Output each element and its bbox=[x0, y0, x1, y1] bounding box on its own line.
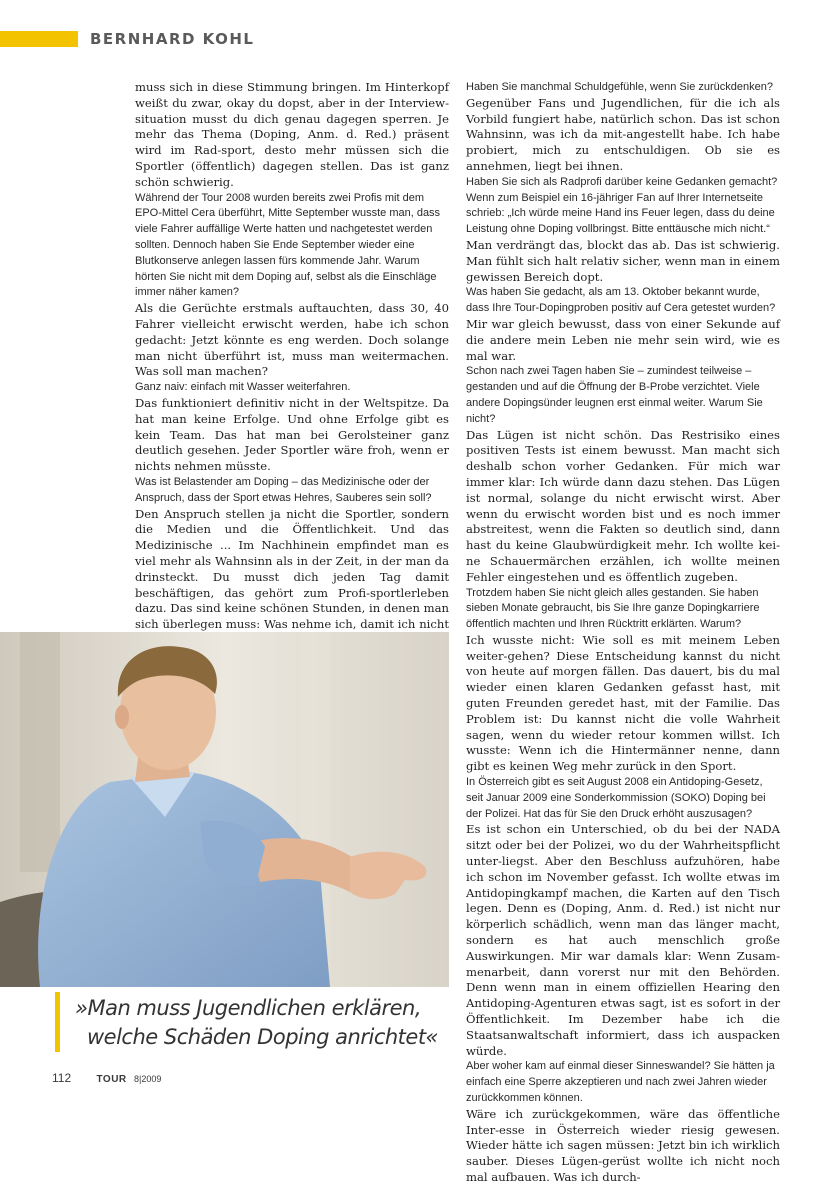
pull-quote-line: welche Schäden Doping anrichtet« bbox=[87, 1025, 439, 1049]
question-paragraph: Trotzdem haben Sie nicht gleich alles gestanden. Sie haben sieben Monate gebraucht, bis Sie Ihre ganze Dopingkarriere öffentlich machten und Ihren Rücktritt erklärten. Warum? bbox=[466, 586, 760, 631]
answer-paragraph: Mir war gleich bewusst, dass von einer Sekunde auf die andere mein Leben nie mehr sein wird, wie es mal war. bbox=[466, 316, 780, 363]
article-subject-name: BERNHARD KOHL bbox=[90, 30, 255, 48]
page-footer bbox=[52, 1071, 161, 1085]
answer-paragraph: Man verdrängt das, blockt das ab. Das ist schwierig. Man fühlt sich halt relativ sicher, wenn man in einem gewissen Bereich dopt. bbox=[466, 237, 780, 284]
question-paragraph: Aber woher kam auf einmal dieser Sinneswandel? Sie hätten ja einfach eine Sperre akzeptieren und nach zwei Jahren wieder zurückkommen können. bbox=[466, 1060, 775, 1104]
answer-paragraph: Den Anspruch stellen ja nicht die Sportler, sondern die Medien und die Öffentlichkeit. Und das Medizinische ... Im Nachhinein empfindet man es viel mehr als Wahnsinn als in der Zeit, in der man da drinsteckt. Du musst dich jeden Tag damit beschäftigen, das gehört zum Profi-sportlerleben dazu. Das sind keine schönen Stunden, in denen man sich überlegen muss: Was nehme ich, damit ich nicht bbox=[135, 506, 449, 632]
question-paragraph: Was ist Belastender am Doping – das Medizinische oder der Anspruch, dass der Sport etwas Hehres, Sauberes sein soll? bbox=[135, 475, 432, 504]
question-paragraph: Haben Sie sich als Radprofi darüber keine Gedanken gemacht? Wenn zum Beispiel ein 16-jähriger Fan auf Ihrer Internetseite schrieb: „Ich würde meine Hand ins Feuer legen, dass du deine Leistung ohne Doping vollbringst. Bitte enttäusche mich nicht.“ bbox=[466, 175, 778, 236]
question-paragraph: In Österreich gibt es seit August 2008 ein Antidoping-Gesetz, seit Januar 2009 eine Sonderkommission (SOKO) Doping bei der Polizei. Hat das für Sie den Druck erhöht auszusagen? bbox=[466, 776, 766, 820]
pull-quote-line: »Man muss Jugendlichen erklären, bbox=[75, 996, 422, 1020]
question-paragraph: Ganz naiv: einfach mit Wasser weiterfahren. bbox=[135, 381, 351, 394]
text-column-right bbox=[466, 80, 780, 1186]
answer-paragraph: Als die Gerüchte erstmals auftauchten, dass 30, 40 Fahrer vielleicht erwischt werden, habe ich schon gedacht: Jetzt könnte es eng werden. Doch solange man nicht überführt ist, muss man weitermachen. Was soll man machen? bbox=[135, 301, 449, 379]
answer-paragraph: muss sich in diese Stimmung bringen. Im Hinterkopf weißt du zwar, okay du dopst, aber in der Interview-situation musst du dich genau dagegen sperren. Je mehr das Thema (Doping, Anm. d. Red.) präsent wird im Rad-sport, desto mehr müssen sich die Sportler (öffentlich) dagegen stellen. Das ist ganz schön schwierig. bbox=[135, 80, 449, 189]
answer-paragraph: Gegenüber Fans und Jugendlichen, für die ich als Vorbild fungiert habe, natürlich schon. Das ist schon Wahnsinn, was ich da mit-angestellt habe. Ich habe probiert, mich zu entschuldigen. Ob sie es annehmen, liegt bei ihnen. bbox=[466, 95, 780, 173]
question-paragraph: Haben Sie manchmal Schuldgefühle, wenn Sie zurückdenken? bbox=[466, 81, 773, 93]
pull-quote bbox=[75, 994, 455, 1052]
page-number: 112 bbox=[52, 1071, 72, 1085]
issue-number: 8|2009 bbox=[133, 1074, 162, 1084]
pullquote-accent-bar bbox=[55, 992, 60, 1052]
answer-paragraph: Das Lügen ist nicht schön. Das Restrisiko eines positiven Tests ist einem bewusst. Man macht sich deshalb schon vorher Gedanken. Für mich war immer klar: Ich würde dann dazu stehen. Das Lügen ist normal, solange du nicht erwischt wirst. Aber wenn du erwischt worden bist und es noch immer abstreitest, wenn die Fakten so deutlich sind, dann hast du keine Glaubwürdigkeit mehr. Ich wollte kei-ne Schauermärchen erzählen, ich wollte meinen Fehler eingestehen und es öffentlich zugeben. bbox=[466, 427, 780, 584]
question-paragraph: Was haben Sie gedacht, als am 13. Oktober bekannt wurde, dass Ihre Tour-Dopingproben positiv auf Cera getestet wurden? bbox=[466, 286, 776, 315]
answer-paragraph: Das funktioniert definitiv nicht in der Weltspitze. Da hat man keine Erfolge. Und ohne Erfolge gibt es kein Team. Das hat man bei Gerolsteiner ganz deutlich gesehen. Jeder Sportler wäre froh, wenn er nichts nehmen müsste. bbox=[135, 395, 449, 474]
interview-photo bbox=[0, 632, 449, 987]
question-paragraph: Während der Tour 2008 wurden bereits zwei Profis mit dem EPO-Mittel Cera überführt, Mitte September wusste man, dass viele Fahrer auffällige Werte hatten und nachgetestet werden sollten. Dennoch haben Sie Ende September wieder eine Blutkonserve anlegen lassen fürs kommende Jahr. Warum hörten Sie nicht mit dem Doping auf, selbst als die Einschläge immer näher kamen? bbox=[135, 191, 441, 299]
header-accent-bar bbox=[0, 31, 78, 47]
magazine-name: TOUR bbox=[96, 1074, 127, 1085]
answer-paragraph: Ich wusste nicht: Wie soll es mit meinem Leben weiter-gehen? Diese Entscheidung kannst du nicht von heute auf morgen fällen. Das dauert, bis du mal wieder einen klaren Gedanken gefasst hast, mit guten Freunden geredet hast, mit der Familie. Das Problem ist: Du kannst nicht die volle Wahrheit sagen, wenn du wieder retour kommen willst. Ich wusste: Wenn ich die Hintermänner nenne, dann gibt es keinen Weg mehr zurück in den Sport. bbox=[466, 632, 780, 774]
answer-paragraph: Wäre ich zurückgekommen, wäre das öffentliche Inter-esse in Österreich wieder riesig gewesen. Wieder hätte ich sagen müssen: Jetzt bin ich wirklich sauber. Dieses Lügen-gerüst wollte ich nicht noch mal aufbauen. Was ich durch- bbox=[466, 1106, 780, 1184]
question-paragraph: Schon nach zwei Tagen haben Sie – zumindest teilweise – gestanden und auf die Öffnung der B-Probe verzichtet. Viele andere Dopingsünder leugnen erst einmal weiter. Warum Sie nicht? bbox=[466, 365, 763, 425]
answer-paragraph: Es ist schon ein Unterschied, ob du bei der NADA sitzt oder bei der Polizei, wo du der Wahrheitspflicht unter-liegst. Aber den Beschluss aufzuhören, habe ich schon im November gefasst. Ich wollte etwas im Antidopingkampf machen, die Karten auf den Tisch legen. Denn es (Doping, Anm. d. Red.) ist nicht nur körperlich schädlich, wenn man das länger macht, sondern es hat auch menschlich große Auswirkungen. Mir war damals klar: Wenn Zusam-menarbeit, dann vorerst nur mit den Behörden. Denn wenn man in einem offiziellen Hearing den Antidoping-Agenturen etwas sagt, ist es sofort in der Öffentlichkeit. Im Dezember habe ich die Staatsanwaltschaft informiert, dass ich auspacken würde. bbox=[466, 822, 780, 1058]
text-column-left bbox=[135, 80, 449, 680]
